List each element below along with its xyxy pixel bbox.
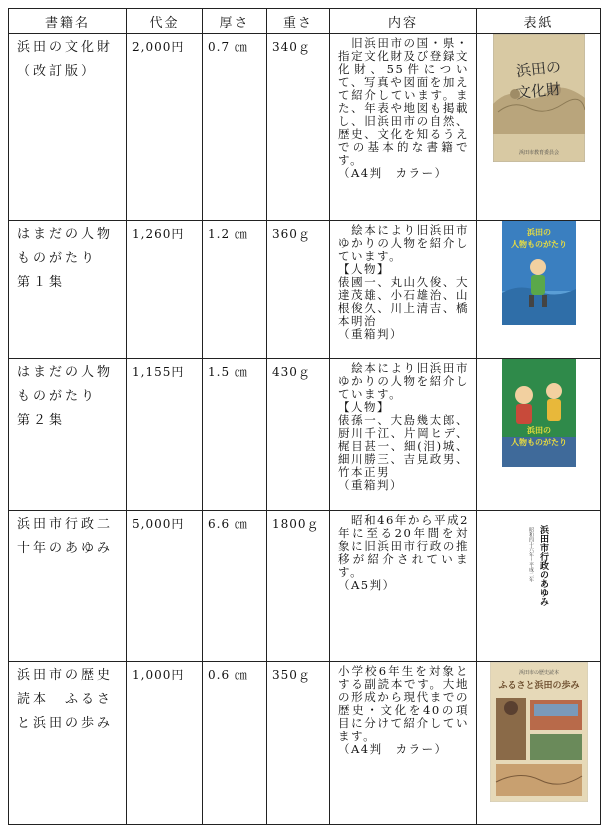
header-cover: 表紙: [477, 9, 601, 34]
book-row: [9, 511, 601, 662]
book-thickness: 1.5 ㎝: [203, 359, 267, 511]
book-weight: 430ｇ: [267, 359, 330, 511]
svg-text:浜田市の歴史読本: 浜田市の歴史読本: [518, 670, 559, 676]
book-description-text: 絵本により旧浜田市ゆかりの人物を紹介しています。 【人物】 俵國一、丸山久俊、大達茂雄、小石雄治、山根俊久、川上清吉、橋本明治 （重箱判）: [338, 223, 469, 341]
book-thickness: 6.6 ㎝: [203, 511, 267, 662]
book-description: [330, 662, 477, 825]
book-thickness: 0.7 ㎝: [203, 34, 267, 221]
book-price: 5,000円: [127, 511, 203, 662]
book-title: 浜田市行政二十年のあゆみ: [9, 511, 127, 662]
book-cover-cell: [477, 221, 601, 359]
svg-text:人物ものがたり: 人物ものがたり: [510, 438, 567, 447]
book-description: [330, 221, 477, 359]
book-cover-image: [493, 34, 585, 162]
book-description: [330, 511, 477, 662]
book-description-text: 昭和46年から平成2年に至る20年間を対象に旧浜田市行政の推移が紹介されています。 （A5判）: [338, 513, 469, 592]
book-row: [9, 34, 601, 221]
book-thickness: 0.6 ㎝: [203, 662, 267, 825]
book-description-text: 旧浜田市の国・県・指定文化財及び登録文化財、55件について、写真や図面を加えて紹介しています。また、年表や地図も掲載し、旧浜田市の自然、歴史、文化を知るうえでの基本的な書籍です。 （A4判 カラー）: [338, 36, 469, 180]
book-title: はまだの人物 ものがたり 第２集: [9, 359, 127, 511]
book-cover-cell: [477, 662, 601, 825]
book-description-text: 小学校6年生を対象とする副読本です。大地の形成から現代までの歴史・文化を40の項目に分けて紹介しています。 （A4判 カラー）: [338, 664, 469, 756]
svg-text:浜田の: 浜田の: [514, 57, 562, 81]
book-weight: 350ｇ: [267, 662, 330, 825]
book-cover-cell: [477, 34, 601, 221]
book-row: [9, 359, 601, 511]
book-price: 1,155円: [127, 359, 203, 511]
svg-text:文化財: 文化財: [514, 79, 562, 103]
book-description-text: 絵本により旧浜田市ゆかりの人物を紹介しています。 【人物】 俵孫一、大島幾太郎、厨川千江、片岡ヒデ、梶目甚一、細(泪)城、細川勝三、吉見政男、竹本正男 （重箱判）: [338, 361, 469, 492]
svg-text:昭和四十六年～平成二年: 昭和四十六年～平成二年: [527, 527, 534, 582]
book-weight: 340ｇ: [267, 34, 330, 221]
books-table: [8, 8, 601, 825]
header-price: 代金: [127, 9, 203, 34]
header-weight: 重さ: [267, 9, 330, 34]
book-title: はまだの人物 ものがたり 第１集: [9, 221, 127, 359]
book-price: 1,260円: [127, 221, 203, 359]
book-row: [9, 221, 601, 359]
book-title: 浜田の文化財 （改訂版）: [9, 34, 127, 221]
header-description: 内容: [330, 9, 477, 34]
book-cover-image: [502, 359, 576, 467]
book-weight: 1800ｇ: [267, 511, 330, 662]
svg-text:人物ものがたり: 人物ものがたり: [510, 240, 567, 249]
book-price: 2,000円: [127, 34, 203, 221]
book-price: 1,000円: [127, 662, 203, 825]
svg-text:浜田の: 浜田の: [526, 228, 551, 237]
book-description: [330, 34, 477, 221]
book-row: [9, 662, 601, 825]
header-row: [9, 9, 601, 34]
svg-text:浜田市行政のあゆみ: 浜田市行政のあゆみ: [537, 525, 548, 606]
svg-text:ふるさと浜田の歩み: ふるさと浜田の歩み: [497, 681, 580, 691]
book-cover-cell: [477, 511, 601, 662]
book-cover-image: [519, 523, 559, 609]
book-cover-image: [490, 662, 588, 802]
svg-text:浜田市教育委員会: 浜田市教育委員会: [518, 150, 559, 156]
header-thickness: 厚さ: [203, 9, 267, 34]
svg-text:浜田の: 浜田の: [526, 426, 551, 435]
book-cover-cell: [477, 359, 601, 511]
book-thickness: 1.2 ㎝: [203, 221, 267, 359]
book-weight: 360ｇ: [267, 221, 330, 359]
header-title: 書籍名: [9, 9, 127, 34]
book-title: 浜田市の歴史読本 ふるさと浜田の歩み: [9, 662, 127, 825]
book-cover-image: [502, 221, 576, 325]
book-description: [330, 359, 477, 511]
